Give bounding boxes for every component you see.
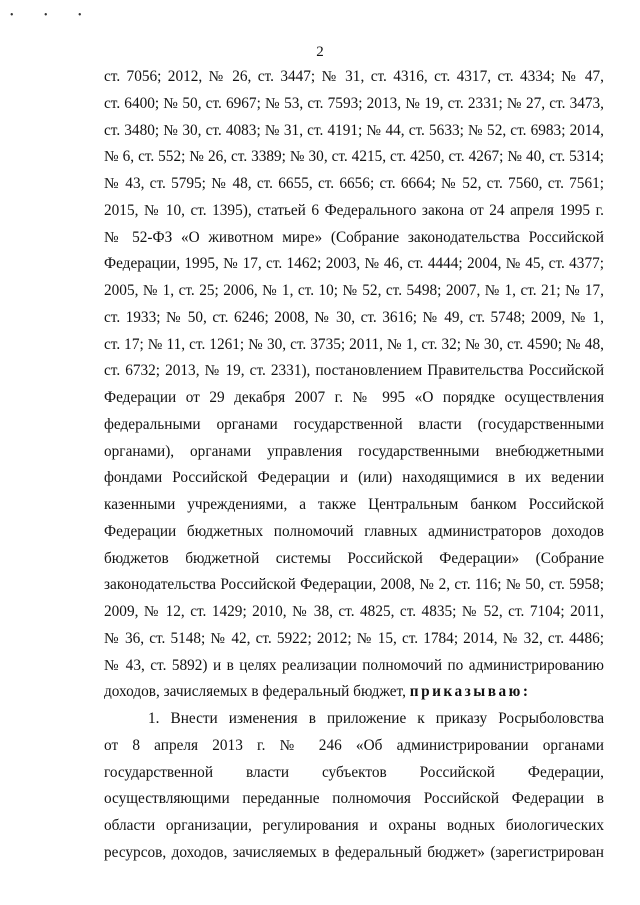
text-line: 2009, № 12, ст. 1429; 2010, № 38, ст. 4825, ст. 4835; № 52, ст. 7104; 2011, xyxy=(104,603,604,620)
paragraph-1 xyxy=(104,64,604,706)
text-line: Федерации от 29 декабря 2007 г. № 995 «О порядке осуществления xyxy=(104,389,604,406)
text-line-last xyxy=(104,679,604,706)
page-number: 2 xyxy=(316,44,324,60)
text-line: № 6, ст. 552; № 26, ст. 3389; № 30, ст. 4215, ст. 4250, ст. 4267; № 40, ст. 5314; xyxy=(104,148,604,166)
order-colon: : xyxy=(522,683,531,701)
paragraph-2 xyxy=(104,706,604,867)
text-line: № 43, ст. 5795; № 48, ст. 6655, ст. 6656; ст. 6664; № 52, ст. 7560, ст. 7561; xyxy=(104,175,604,192)
text-line: федеральными органами государственной власти (государственными xyxy=(104,415,604,433)
text-line: фондами Российской Федерации и (или) находящимися в их ведении xyxy=(104,469,604,487)
text-line: ст. 17; № 11, ст. 1261; № 30, ст. 3735; 2011, № 1, ст. 32; № 30, ст. 4590; № 48, xyxy=(104,335,604,353)
text-line-prefix: доходов, зачисляемых в федеральный бюджет, xyxy=(104,683,406,701)
text-line: области организации, регулирования и охраны водных биологических xyxy=(104,817,604,834)
text-line: Федерации бюджетных полномочий главных администраторов доходов xyxy=(104,522,604,540)
text-line: 2015, № 10, ст. 1395), статьей 6 Федерального закона от 24 апреля 1995 г. xyxy=(104,201,604,219)
text-line: ст. 3480; № 30, ст. 4083; № 31, ст. 4191; № 44, ст. 5633; № 52, ст. 6983; 2014, xyxy=(104,121,604,139)
text-line: ст. 6400; № 50, ст. 6967; № 53, ст. 7593; 2013, № 19, ст. 2331; № 27, ст. 3473, xyxy=(104,94,604,112)
text-line: от 8 апреля 2013 г. № 246 «Об администрировании органами xyxy=(104,736,604,754)
text-line: Федерации, 1995, № 17, ст. 1462; 2003, № 46, ст. 4444; 2004, № 45, ст. 4377; xyxy=(104,255,604,273)
order-word: приказываю xyxy=(409,683,523,701)
scan-marks: • • • xyxy=(10,10,96,21)
text-line: казенными учреждениями, а также Центральным банком Российской xyxy=(104,496,604,513)
text-line: № 52-ФЗ «О животном мире» (Собрание законодательства Российской xyxy=(104,228,604,246)
text-line: № 36, ст. 5148; № 42, ст. 5922; 2012; № 15, ст. 1784; 2014, № 32, ст. 4486; xyxy=(104,629,604,647)
numbered-item-line: 1. Внести изменения в приложение к приказу Росрыболовства xyxy=(148,710,604,727)
text-line: 2005, № 1, ст. 25; 2006, № 1, ст. 10; № 52, ст. 5498; 2007, № 1, ст. 21; № 17, xyxy=(104,282,604,299)
text-line: законодательства Российской Федерации, 2008, № 2, ст. 116; № 50, ст. 5958; xyxy=(104,576,604,594)
text-line: № 43, ст. 5892) и в целях реализации полномочий по администрированию xyxy=(104,656,604,674)
document-body xyxy=(104,64,604,867)
text-line: бюджетов бюджетной системы Российской Федерации» (Собрание xyxy=(104,549,604,567)
text-line: органами), органами управления государственными внебюджетными xyxy=(104,442,604,460)
text-line: ст. 6732; 2013, № 19, ст. 2331), постановлением Правительства Российской xyxy=(104,362,604,380)
text-line: ресурсов, доходов, зачисляемых в федеральный бюджет» (зарегистрирован xyxy=(104,843,604,861)
text-line: ст. 1933; № 50, ст. 6246; 2008, № 30, ст. 3616; № 49, ст. 5748; 2009, № 1, xyxy=(104,308,604,326)
text-line: ст. 7056; 2012, № 26, ст. 3447; № 31, ст. 4316, ст. 4317, ст. 4334; № 47, xyxy=(104,68,604,85)
text-line: осуществляющими переданные полномочия Российской Федерации в xyxy=(104,790,604,808)
text-line: государственной власти субъектов Российской Федерации, xyxy=(104,763,604,781)
